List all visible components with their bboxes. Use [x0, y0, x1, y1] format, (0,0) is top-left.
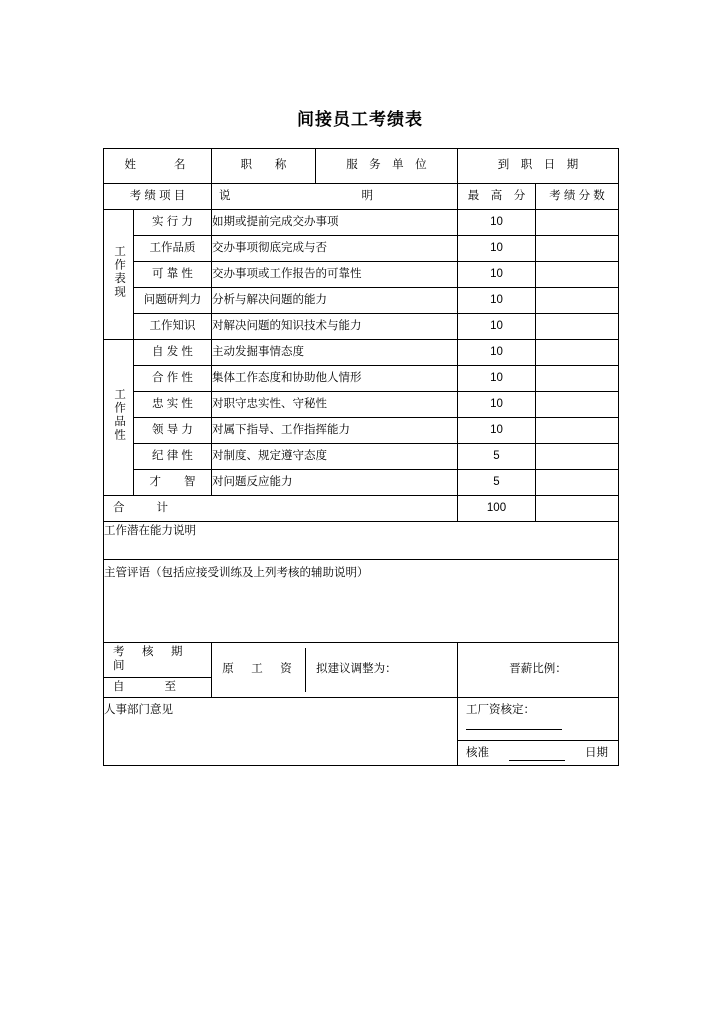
total-score[interactable] — [536, 496, 619, 522]
page-title: 间接员工考绩表 — [297, 110, 423, 129]
item-description: 交办事项或工作报告的可靠性 — [212, 262, 458, 288]
item-max-score: 10 — [458, 262, 536, 288]
total-max-score: 100 — [458, 496, 536, 522]
item-label: 领 导 力 — [134, 418, 212, 444]
column-header-row — [104, 184, 619, 210]
table-row — [104, 340, 619, 366]
table-row — [104, 262, 619, 288]
item-description: 对职守忠实性、守秘性 — [212, 392, 458, 418]
period-from-label: 自 — [113, 680, 125, 693]
group-label-work-character: 工作品性 — [104, 340, 134, 496]
item-label: 忠 实 性 — [134, 392, 212, 418]
item-description: 对制度、规定遵守态度 — [212, 444, 458, 470]
item-label: 实 行 力 — [134, 210, 212, 236]
item-score[interactable] — [536, 418, 619, 444]
approve-date-label: 日期 — [585, 746, 608, 759]
factory-check-value[interactable] — [466, 718, 562, 730]
item-description: 集体工作态度和协助他人情形 — [212, 366, 458, 392]
item-description: 如期或提前完成交办事项 — [212, 210, 458, 236]
item-max-score: 10 — [458, 210, 536, 236]
item-label: 可 靠 性 — [134, 262, 212, 288]
period-label: 考 核 期 间 — [113, 646, 200, 672]
potential-ability-label: 工作潜在能力说明 — [104, 522, 619, 560]
item-max-score: 10 — [458, 314, 536, 340]
table-row — [104, 366, 619, 392]
table-row — [104, 210, 619, 236]
item-description: 对问题反应能力 — [212, 470, 458, 496]
item-score[interactable] — [536, 392, 619, 418]
appraisal-period-cell — [104, 643, 212, 698]
table-row — [104, 288, 619, 314]
unit-label: 服 务 单 位 — [346, 159, 427, 172]
item-label: 纪 律 性 — [134, 444, 212, 470]
raise-ratio-label: 晋薪比例： — [509, 663, 567, 676]
item-description: 对属下指导、工作指挥能力 — [212, 418, 458, 444]
item-description: 分析与解决问题的能力 — [212, 288, 458, 314]
item-score[interactable] — [536, 314, 619, 340]
item-label: 才 智 — [134, 470, 212, 496]
item-label: 问题研判力 — [134, 288, 212, 314]
col-desc-header: 说 明 — [212, 184, 458, 210]
table-row — [104, 444, 619, 470]
item-score[interactable] — [536, 340, 619, 366]
table-row — [104, 418, 619, 444]
item-label: 工作品质 — [134, 236, 212, 262]
hr-opinion-row — [104, 698, 619, 765]
item-label: 合 作 性 — [134, 366, 212, 392]
item-score[interactable] — [536, 470, 619, 496]
raise-ratio-cell — [458, 643, 619, 698]
table-row — [104, 236, 619, 262]
item-score[interactable] — [536, 236, 619, 262]
hr-opinion-label: 人事部门意见 — [104, 698, 458, 765]
appraisal-form-table — [103, 148, 619, 766]
item-description: 交办事项彻底完成与否 — [212, 236, 458, 262]
original-salary-label: 原 工 资 — [222, 663, 295, 676]
period-to-label: 至 — [164, 680, 176, 693]
supervisor-comment-row[interactable] — [104, 560, 619, 643]
table-row — [104, 392, 619, 418]
item-score[interactable] — [536, 262, 619, 288]
table-row — [104, 470, 619, 496]
potential-row — [104, 522, 619, 560]
item-max-score: 5 — [458, 444, 536, 470]
item-max-score: 10 — [458, 340, 536, 366]
col-score-header: 考 绩 分 数 — [536, 184, 619, 210]
approve-label: 核准 — [466, 746, 489, 759]
item-description: 主动发掘事情态度 — [212, 340, 458, 366]
position-label: 职 称 — [240, 159, 287, 172]
identity-row — [104, 149, 619, 184]
item-max-score: 10 — [458, 366, 536, 392]
table-row — [104, 314, 619, 340]
item-max-score: 10 — [458, 288, 536, 314]
proposed-adjustment-label: 拟建议调整为： — [316, 663, 397, 676]
total-label: 合 计 — [104, 496, 458, 522]
item-max-score: 10 — [458, 392, 536, 418]
item-max-score: 10 — [458, 418, 536, 444]
item-label: 自 发 性 — [134, 340, 212, 366]
col-max-header: 最 高 分 — [458, 184, 536, 210]
item-score[interactable] — [536, 288, 619, 314]
salary-proposal-cell — [212, 643, 458, 698]
col-item-header: 考 绩 项 目 — [104, 184, 212, 210]
item-score[interactable] — [536, 444, 619, 470]
supervisor-comment-label: 主管评语（包括应接受训练及上列考核的辅助说明） — [104, 560, 619, 643]
item-score[interactable] — [536, 366, 619, 392]
approve-value[interactable] — [509, 749, 565, 761]
name-label: 姓 名 — [124, 159, 191, 172]
item-label: 工作知识 — [134, 314, 212, 340]
item-description: 对解决问题的知识技术与能力 — [212, 314, 458, 340]
item-score[interactable] — [536, 210, 619, 236]
period-salary-row — [104, 643, 619, 698]
total-row — [104, 496, 619, 522]
factory-check-label: 工厂资核定： — [466, 704, 535, 717]
group-label-work-performance: 工作表现 — [104, 210, 134, 340]
item-max-score: 10 — [458, 236, 536, 262]
item-max-score: 5 — [458, 470, 536, 496]
hire-date-label: 到 职 日 期 — [497, 159, 579, 172]
